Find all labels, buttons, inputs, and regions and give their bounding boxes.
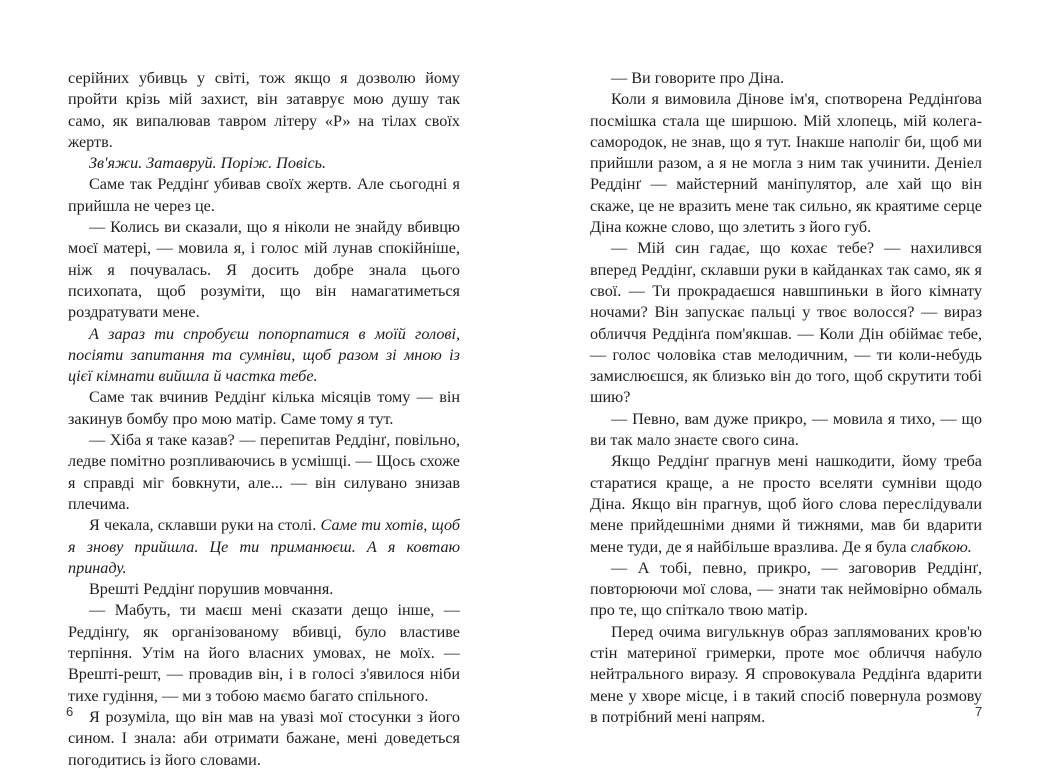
paragraph <box>590 558 982 622</box>
paragraph <box>590 238 982 408</box>
text-run: Коли я вимовила Дінове ім'я, спотворена Реддінґова посмішка стала ще ширшою. Мій хлопець, мій колега-самородок, не знав, що я тут. Інакше наполіг би, щоб ми прийшли разом, а я не могла з ним так учинити. Деніел Реддінґ — майстерний маніпулятор, але хай що він скаже, це не вразить мене так сильно, як краятиме серце Діна кожне слово, що злетить з його губ. <box>590 90 982 237</box>
text-run: — Хіба я таке казав? — перепитав Реддінґ, повільно, ледве помітно розпливаючись в усмішці. — Щось схоже я справді міг бовкнути, але... — він силувано знизав плечима. <box>68 431 460 513</box>
italic-text: слабкою. <box>910 537 972 556</box>
paragraph <box>590 409 982 452</box>
text-run: — А тобі, певно, прикро, — заговорив Реддінґ, повторюючи мої слова, — знати так неймовірно обмаль про те, що спіткало твою матір. <box>590 558 982 620</box>
text-run: — Колись ви сказали, що я ніколи не знайду вбивцю моєї матері, — мовила я, і голос мій лунав спокійніше, ніж я почувалась. Я досить добре знала цього психопата, щоб розуміти, що він намагатиметься роздратувати мене. <box>68 218 460 322</box>
right-page <box>590 68 982 728</box>
text-run: Якщо Реддінґ прагнув мені нашкодити, йому треба старатися краще, а не просто вселяти сумніви щодо Діна. Якщо він прагнув, щоб його слова переслідували мене прийдешніми днями й тижнями, мав би вдарити мене туди, де я найбільше вразлива. Де я була <box>590 452 982 556</box>
text-run: Врешті Реддінґ порушив мовчання. <box>89 580 334 599</box>
italic-text: Саме ти хотів, щоб я знову прийшла. Це ти приманюєш. А я ковтаю принаду. <box>68 516 460 577</box>
italic-text: А зараз ти спробуєш попорпатися в моїй голові, посіяти запитання та сумніви, щоб разом зі мною із цієї кімнати вийшла й частка тебе. <box>68 324 460 386</box>
paragraph <box>68 68 460 153</box>
paragraph <box>68 174 460 217</box>
text-run: — Ви говорите про Діна. <box>611 69 785 87</box>
paragraph <box>590 451 982 557</box>
paragraph <box>68 707 460 771</box>
text-run: Я розуміла, що він мав на увазі мої стосунки з його сином. І знала: аби отримати бажане, мені доведеться погодитись із його словами. <box>68 707 460 769</box>
paragraph <box>68 430 460 515</box>
paragraph <box>590 68 982 89</box>
paragraph <box>68 217 460 323</box>
text-run: — Певно, вам дуже прикро, — мовила я тихо, — що ви так мало знаєте свого сина. <box>590 409 982 450</box>
text-run: серійних убивць у світі, тож якщо я дозволю йому пройти крізь мій захист, він затаврує мою душу так само, як випалював тавром літеру «Р» на тілах своїх жертв. <box>68 69 460 151</box>
italic-text: Зв'яжи. Затавруй. Поріж. Повісь. <box>89 154 327 173</box>
text-run: — Мабуть, ти маєш мені сказати дещо інше, — Реддінґу, як організованому вбивці, було властиве терпіння. Утім на його власних умовах, не моїх. — Врешті-решт, — провадив він, і в голосі з'явилося ніби тихе гудіння, — ми з тобою маємо багато спільного. <box>68 601 460 705</box>
text-run: Саме так Реддінґ убивав своїх жертв. Але сьогодні я прийшла не через це. <box>68 175 460 215</box>
paragraph <box>68 387 460 430</box>
paragraph <box>68 153 460 174</box>
paragraph <box>590 89 982 238</box>
paragraph <box>68 324 460 388</box>
left-page <box>68 68 460 771</box>
paragraph <box>68 600 460 706</box>
text-run: Я чекала, склавши руки на столі. <box>89 516 321 535</box>
page-number-left: 6 <box>66 704 74 719</box>
paragraph <box>68 515 460 579</box>
text-run: Саме так вчинив Реддінґ кілька місяців тому — він закинув бомбу про мою матір. Саме тому я тут. <box>68 388 460 428</box>
text-run: — Мій син гадає, що кохає тебе? — нахилився вперед Реддінґ, склавши руки в кайданках так само, як я свої. — Ти прокрадаєшся навшпиньки в його кімнату ночами? Він запускає пальці у твоє волосся? — вираз обличчя Реддінґа пом'якшав. — Коли Дін обіймає тебе, — голос чоловіка став мелодичним, — ти коли-небудь замислюєшся, як близько він до того, щоб скрутити тобі шию? <box>590 239 982 407</box>
paragraph <box>68 579 460 600</box>
paragraph <box>590 622 982 728</box>
text-run: Перед очима вигулькнув образ заплямованих кров'ю стін материної гримерки, проте моє обличчя набуло нейтрального виразу. Я спровокувала Реддінґа вдарити мене у хворе місце, і в такий спосіб повернула розмову в потрібний мені напрям. <box>590 622 982 726</box>
page-number-right: 7 <box>975 704 983 719</box>
